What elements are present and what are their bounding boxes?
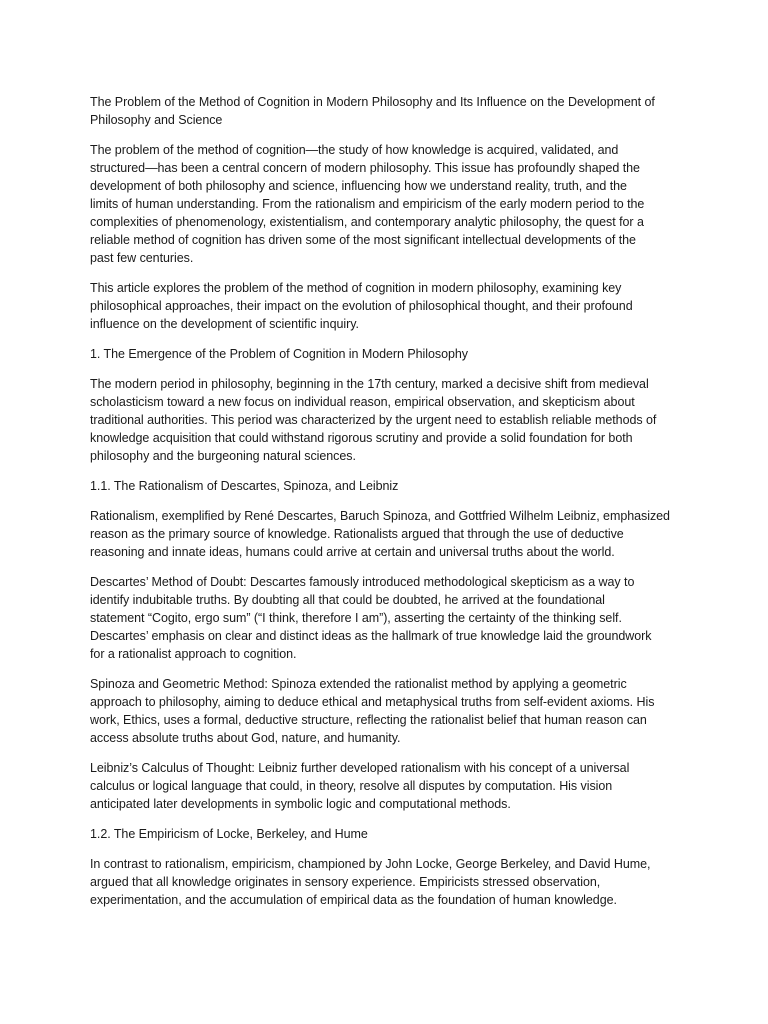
section-1-paragraph: The modern period in philosophy, beginning in the 17th century, marked a decisive shift from medieval scholasticism toward a new focus on individual reason, empirical observation, and skepticism about traditional authorities. This period was characterized by the urgent need to establish reliable methods of knowledge acquisition that could withstand rigorous scrutiny and provide a solid foundation for both philosophy and the burgeoning natural sciences. bbox=[90, 377, 657, 463]
document-title: The Problem of the Method of Cognition in Modern Philosophy and Its Influence on the Development of Philosophy and Science bbox=[90, 95, 655, 127]
document-body bbox=[90, 93, 680, 921]
subsection-heading-1-1: 1.1. The Rationalism of Descartes, Spinoza, and Leibniz bbox=[90, 479, 399, 493]
descartes-paragraph: Descartes’ Method of Doubt: Descartes famously introduced methodological skepticism as a way to identify indubitable truths. By doubting all that could be doubted, he arrived at the foundational statement “Cogito, ergo sum” (“I think, therefore I am”), asserting the certainty of the thinking self. Descartes’ emphasis on clear and distinct ideas as the hallmark of true knowledge laid the groundwork for a rationalist approach to cognition. bbox=[90, 575, 652, 661]
rationalism-paragraph: Rationalism, exemplified by René Descartes, Baruch Spinoza, and Gottfried Wilhelm Leibniz, emphasized reason as the primary source of knowledge. Rationalists argued that through the use of deductive reasoning and innate ideas, humans could arrive at certain and universal truths about the world. bbox=[90, 509, 670, 559]
empiricism-paragraph: In contrast to rationalism, empiricism, championed by John Locke, George Berkeley, and David Hume, argued that all knowledge originates in sensory experience. Empiricists stressed observation, experimentation, and the accumulation of empirical data as the foundation of human knowledge. bbox=[90, 857, 651, 907]
section-heading-1: 1. The Emergence of the Problem of Cognition in Modern Philosophy bbox=[90, 347, 468, 361]
scope-paragraph: This article explores the problem of the method of cognition in modern philosophy, examining key philosophical approaches, their impact on the evolution of philosophical thought, and their profound influence on the development of scientific inquiry. bbox=[90, 281, 633, 331]
leibniz-paragraph: Leibniz’s Calculus of Thought: Leibniz further developed rationalism with his concept of a universal calculus or logical language that could, in theory, resolve all disputes by computation. His vision anticipated later developments in symbolic logic and computational methods. bbox=[90, 761, 630, 811]
subsection-heading-1-2: 1.2. The Empiricism of Locke, Berkeley, and Hume bbox=[90, 827, 368, 841]
spinoza-paragraph: Spinoza and Geometric Method: Spinoza extended the rationalist method by applying a geometric approach to philosophy, aiming to deduce ethical and metaphysical truths from self-evident axioms. His work, Ethics, uses a formal, deductive structure, reflecting the rationalist belief that human reason can access absolute truths about God, nature, and humanity. bbox=[90, 677, 655, 745]
intro-paragraph: The problem of the method of cognition—the study of how knowledge is acquired, validated, and structured—has been a central concern of modern philosophy. This issue has profoundly shaped the development of both philosophy and science, influencing how we understand reality, truth, and the limits of human understanding. From the rationalism and empiricism of the early modern period to the complexities of phenomenology, existentialism, and contemporary analytic philosophy, the quest for a reliable method of cognition has driven some of the most significant intellectual developments of the past few centuries. bbox=[90, 143, 645, 265]
